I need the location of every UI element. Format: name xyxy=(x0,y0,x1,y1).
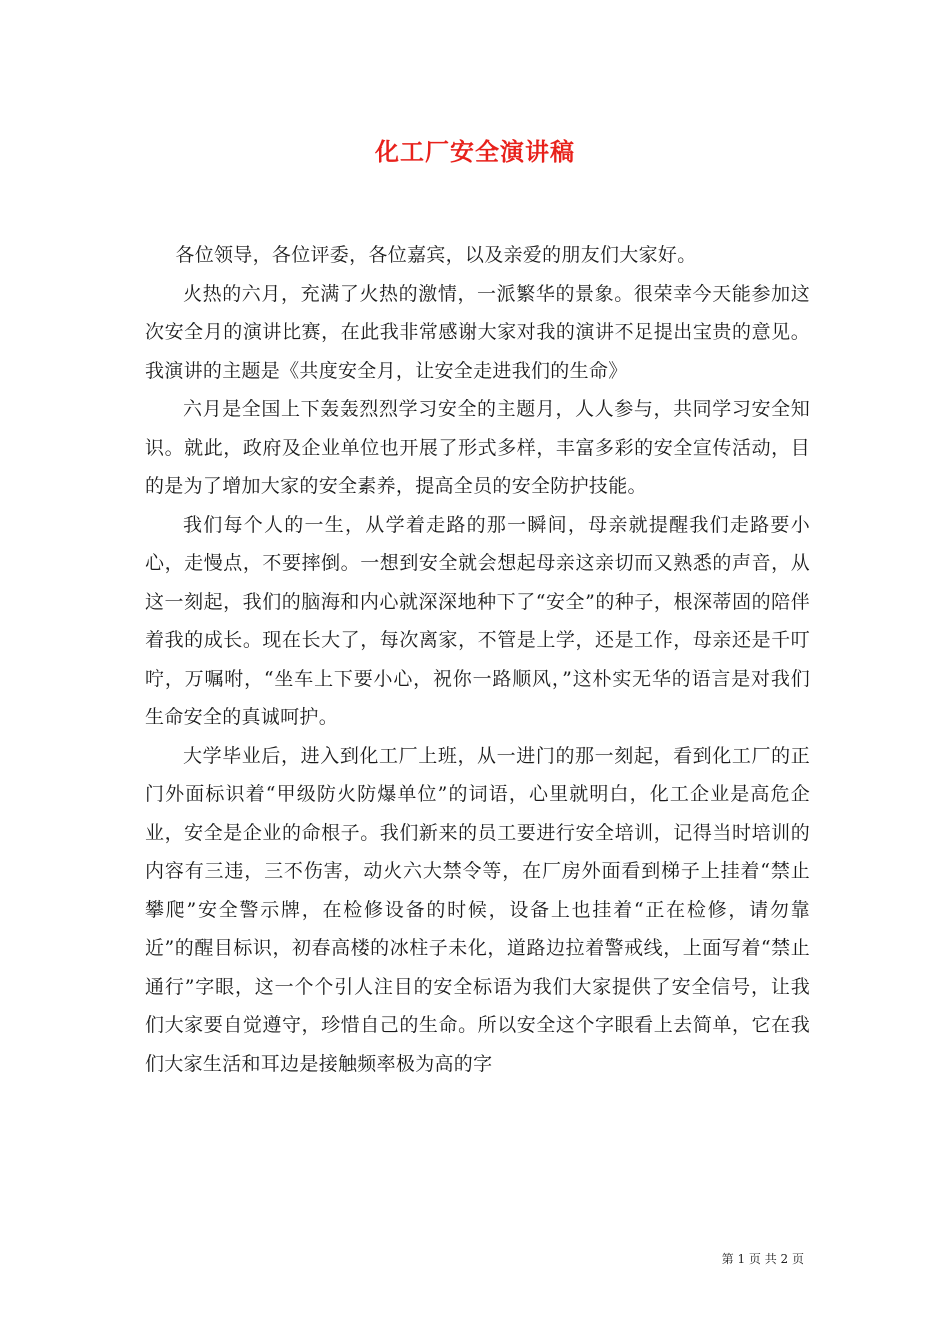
document-body xyxy=(145,236,810,1083)
paragraph-chemical-plant: 大学毕业后，进入到化工厂上班，从一进门的那一刻起，看到化工厂的正门外面标识着“甲级防火防爆单位”的词语，心里就明白，化工企业是高危企业，安全是企业的命根子。我们新来的员工要进行安全培训，记得当时培训的内容有三违，三不伤害，动火六大禁令等，在厂房外面看到梯子上挂着“禁止攀爬”安全警示牌，在检修设备的时候，设备上也挂着“正在检修，请勿靠近”的醒目标识，初春高楼的冰柱子未化，道路边拉着警戒线，上面写着“禁止通行”字眼，这一个个引人注目的安全标语为我们大家提供了安全信号，让我们大家要自觉遵守，珍惜自己的生命。所以安全这个字眼看上去简单，它在我们大家生活和耳边是接触频率极为高的字 xyxy=(145,744,810,1075)
paragraph-safety-month: 六月是全国上下轰轰烈烈学习安全的主题月，人人参与，共同学习安全知识。就此，政府及企业单位也开展了形式多样，丰富多彩的安全宣传活动，目的是为了增加大家的安全素养，提高全员的安全防护技能。 xyxy=(145,398,810,497)
paragraph-mother: 我们每个人的一生，从学着走路的那一瞬间，母亲就提醒我们走路要小心，走慢点，不要摔倒。一想到安全就会想起母亲这亲切而又熟悉的声音，从这一刻起，我们的脑海和内心就深深地种下了“安全”的种子，根深蒂固的陪伴着我的成长。现在长大了，每次离家，不管是上学，还是工作，母亲还是千叮咛，万嘱咐，“坐车上下要小心，祝你一路顺风，”这朴实无华的语言是对我们生命安全的真诚呵护。 xyxy=(145,513,810,728)
paragraph-intro: 火热的六月，充满了火热的激情，一派繁华的景象。很荣幸今天能参加这次安全月的演讲比赛，在此我非常感谢大家对我的演讲不足提出宝贵的意见。我演讲的主题是《共度安全月，让安全走进我们的生命》 xyxy=(145,282,810,382)
page-number-footer: 第 1 页 共 2 页 xyxy=(721,1252,804,1266)
document-title: 化工厂安全演讲稿 xyxy=(375,138,575,166)
paragraph-greeting: 各位领导，各位评委，各位嘉宾，以及亲爱的朋友们大家好。 xyxy=(175,244,697,266)
